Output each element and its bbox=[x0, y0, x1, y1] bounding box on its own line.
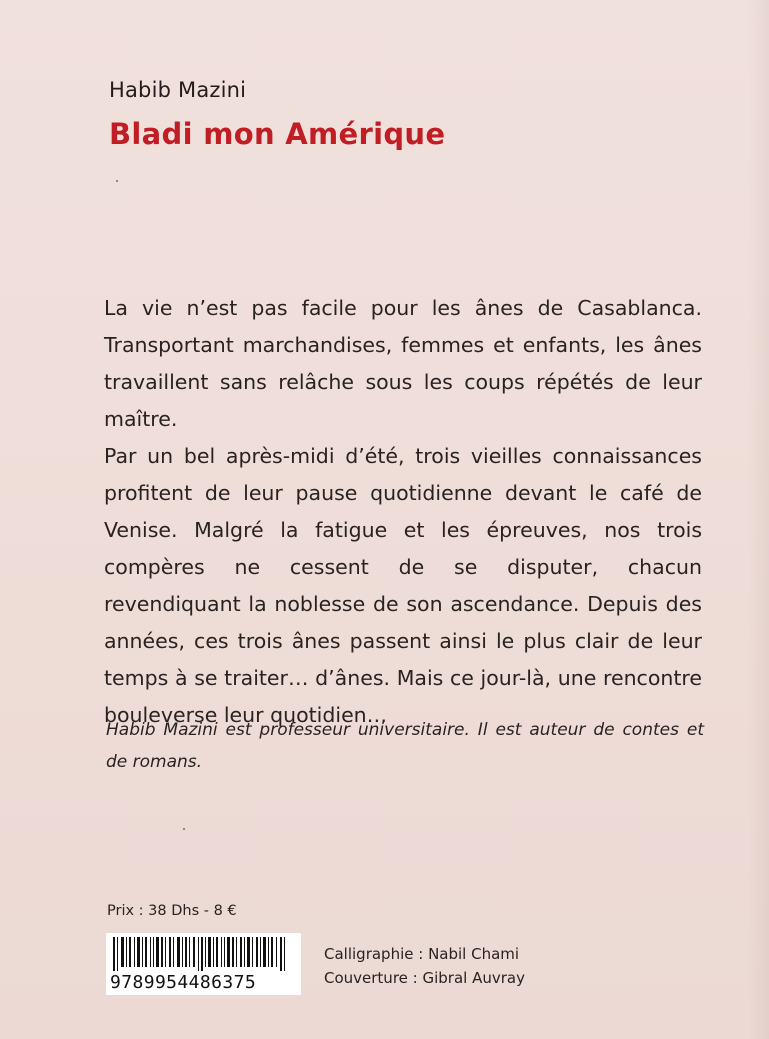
credit-calligraphy: Calligraphie : Nabil Chami bbox=[324, 945, 520, 963]
author-bio: Habib Mazini est professeur universitaire. Il est auteur de contes et de romans. bbox=[106, 720, 704, 772]
credit-cover: Couverture : Gibral Auvray bbox=[324, 969, 525, 987]
barcode-bars bbox=[106, 933, 301, 973]
book-title: Bladi mon Amérique bbox=[109, 117, 446, 151]
isbn-number: 9789954486375 bbox=[110, 972, 257, 993]
price: Prix : 38 Dhs - 8 € bbox=[107, 903, 237, 919]
blurb bbox=[104, 290, 702, 734]
credits bbox=[324, 942, 525, 990]
blurb-paragraph-2: Par un bel après-midi d’été, trois vieilles connaissances profitent de leur pause quotidienne devant le café de Venise. Malgré la fatigue et les épreuves, nos trois compères ne cessent de se disputer, chacun revendiquant la noblesse de son ascendance. Depuis des années, ces trois ânes passent ainsi le plus clair de leur temps à se traiter… d’ânes. Mais ce jour-là, une rencontre bouleverse leur quotidien… bbox=[104, 444, 702, 727]
author-name: Habib Mazini bbox=[109, 78, 247, 102]
paper-speck bbox=[116, 180, 118, 182]
isbn-barcode bbox=[106, 933, 301, 995]
blurb-paragraph-1: La vie n’est pas facile pour les ânes de Casablanca. Transportant marchandises, femmes et enfants, les ânes travaillent sans relâche sous les coups répétés de leur maître. bbox=[104, 296, 702, 431]
cover-edge-shadow bbox=[747, 0, 769, 1039]
paper-speck bbox=[183, 828, 185, 830]
